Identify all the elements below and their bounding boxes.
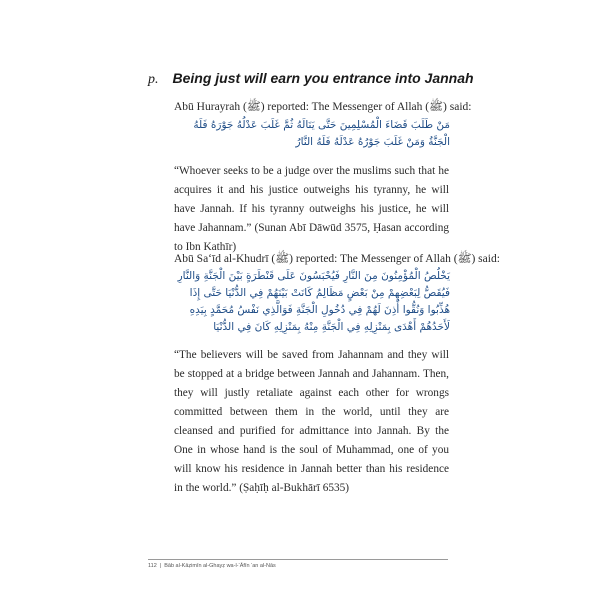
hadith2-arabic-text: يَخْلُصُ الْمُؤْمِنُونَ مِنَ النَّارِ فَيُحْبَسُونَ عَلَى قَنْطَرَةٍ بَيْنَ الْجَنَّةِ وَالنَّارِ فَيُقَصُّ لِبَعْضِهِمْ مِنْ بَعْضٍ مَظَالِمُ كَانَتْ بَيْنَهُمْ فِي الدُّنْيَا حَتَّى إِذَا هُذِّبُوا وَنُقُّوا أُذِنَ لَهُمْ فِي دُخُولِ الْجَنَّةِ فَوَالَّذِي نَفْسُ مُحَمَّدٍ بِيَدِهِ لَأَحَدُهُمْ أَهْدَى بِمَنْزِلِهِ فِي الْجَنَّةِ مِنْهُ بِمَنْزِلِهِ كَانَ فِي الدُّنْيَا — [177, 270, 450, 333]
running-title: Bāb al-Kāẓimīn al-Ghayẓ wa-l-‘Āfīn ‘an al-Nās — [164, 563, 276, 569]
hadith1-translation: “Whoever seeks to be a judge over the muslims such that he acquires it and his justice outweighs his tyranny, he will have Jannah. If his tyranny outweighs his justice, he will have Jahannam.” (Sunan Abī Dāwūd 3575, Ḥasan according to Ibn Kathīr) — [174, 165, 449, 253]
section-title: Being just will earn you entrance into Jannah — [172, 70, 474, 86]
section-letter: p. — [148, 72, 159, 87]
page-number: 112 — [148, 563, 157, 569]
hadith2-intro: Abū Sa‘īd al-Khudrī (ﷺ) reported: The Messenger of Allah (ﷺ) said: — [174, 253, 500, 265]
footer-divider — [148, 559, 448, 560]
hadith2-translation: “The believers will be saved from Jahannam and they will be stopped at a bridge between Jannah and Jahannam. Then, they will justly retaliate against each other for wrongs committed between them in the world, until they are cleansed and purified for admittance into Jannah. By the One in whose hand is the soul of Muhammad, one of you will know his residence in Jannah better than his residence in the world.” (Ṣaḥīḥ al-Bukhārī 6535) — [174, 349, 449, 494]
section-heading — [148, 70, 474, 88]
hadith1-arabic-text: مَنْ طَلَبَ قَضَاءَ الْمُسْلِمِينَ حَتَّى يَنَالَهُ ثُمَّ غَلَبَ عَدْلُهُ جَوْرَهُ فَلَهُ الْجَنَّةُ وَمَنْ غَلَبَ جَوْرُهُ عَدْلَهُ فَلَهُ النَّارُ — [193, 119, 450, 148]
footer-separator: | — [159, 563, 162, 569]
hadith1-intro: Abū Hurayrah (ﷺ) reported: The Messenger of Allah (ﷺ) said: — [174, 101, 472, 113]
page-footer — [148, 563, 276, 569]
